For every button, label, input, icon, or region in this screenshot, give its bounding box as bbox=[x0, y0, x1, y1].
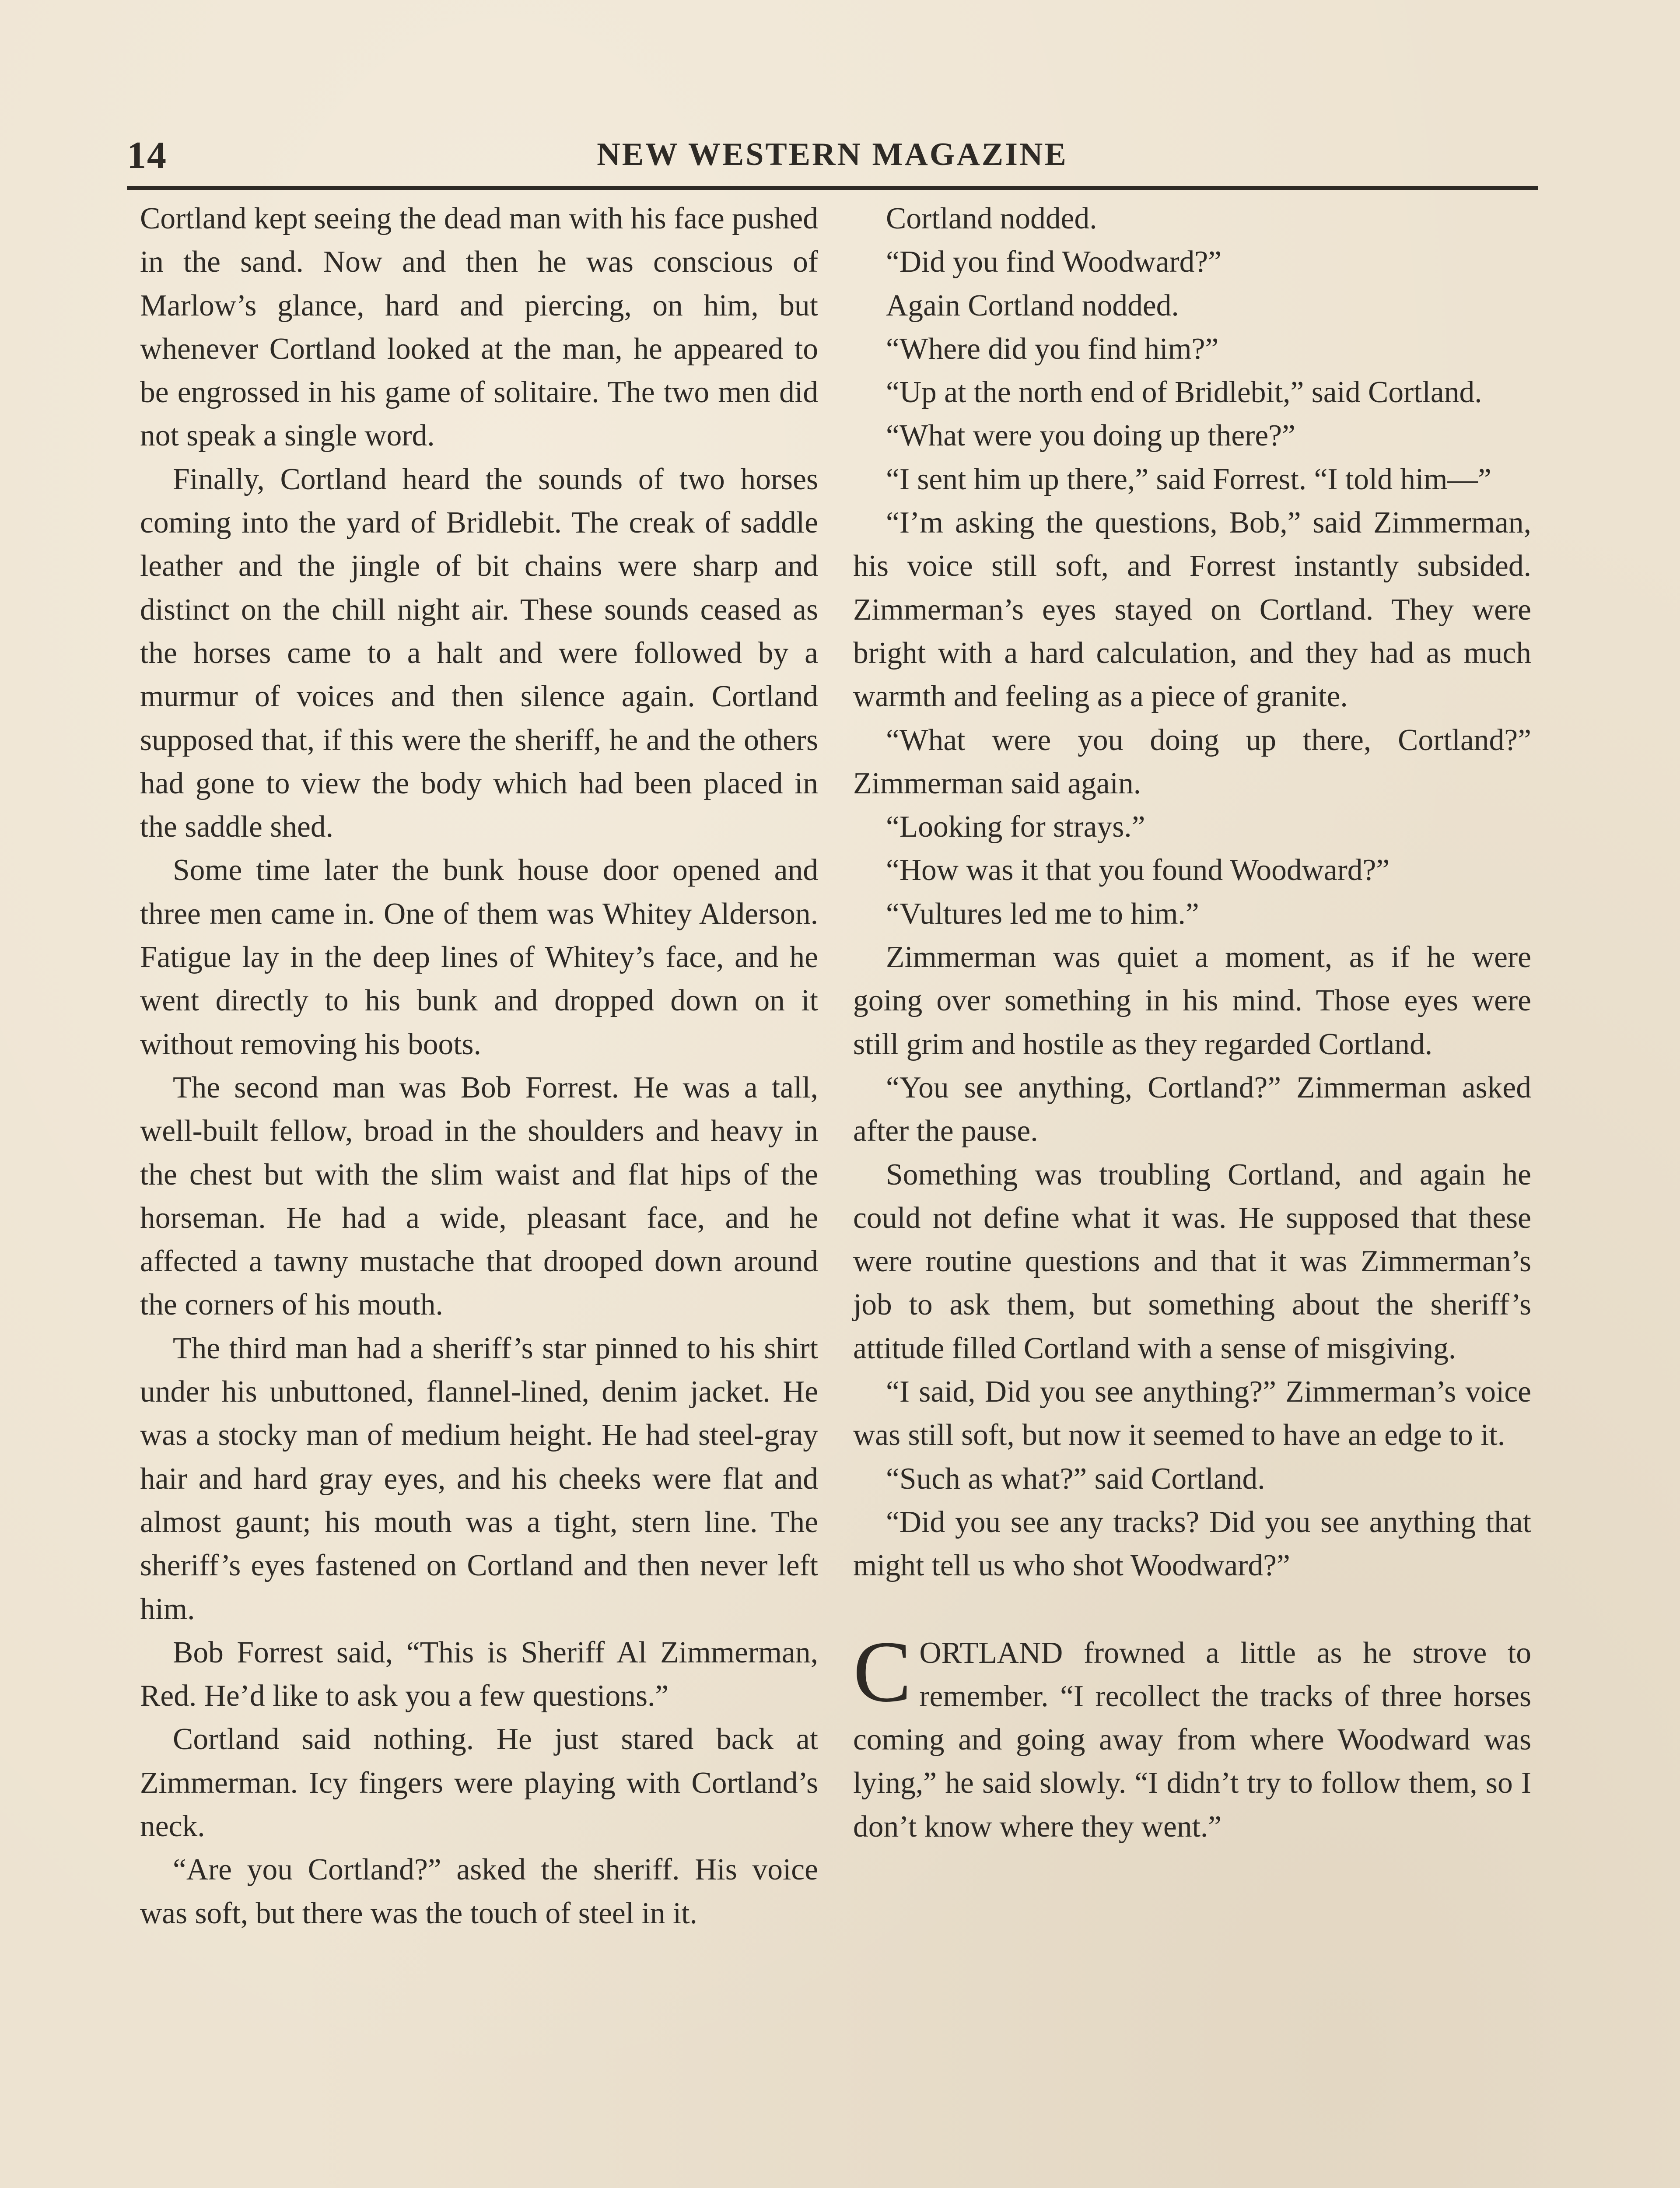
paragraph: “Where did you find him?” bbox=[886, 332, 1219, 366]
paragraph: “Did you find Woodward?” bbox=[886, 245, 1222, 279]
paragraph: Cortland nodded. bbox=[886, 202, 1097, 235]
paragraph: “How was it that you found Woodward?” bbox=[886, 853, 1390, 887]
drop-cap-text: frowned a little as he strove to remember. “I recollect the tracks of three horses coming and going away from where Woodward was lying,” he said slowly. “I didn’t try to follow them, so I don’t know where they went.” bbox=[853, 1636, 1531, 1844]
magazine-title: NEW WESTERN MAGAZINE bbox=[597, 137, 1068, 172]
paragraph: Something was troubling Cortland, and again he could not define what it was. He supposed that these were routine questions and that it was Zimmerman’s job to ask them, but something about the sheriff’s attitude filled Cortland with a sense of misgiving. bbox=[853, 1157, 1531, 1365]
paragraph: The third man had a sheriff’s star pinned to his shirt under his unbuttoned, flannel-lined, denim jacket. He was a stocky man of medium height. He had steel-gray hair and hard gray eyes, and his cheeks were flat and almost gaunt; his mouth was a tight, stern line. The sheriff’s eyes fastened on Cortland and then never left him. bbox=[140, 1331, 818, 1626]
right-column bbox=[853, 197, 1531, 1848]
paragraph: The second man was Bob Forrest. He was a tall, well-built fellow, broad in the shoulders and heavy in the chest but with the slim waist and flat hips of the horseman. He had a wide, pleasant face, and he affected a tawny mustache that drooped down around the corners of his mouth. bbox=[140, 1070, 818, 1322]
paragraph: Cortland said nothing. He just stared back at Zimmerman. Icy fingers were playing with Cortland’s neck. bbox=[140, 1722, 818, 1843]
paragraph: “Up at the north end of Bridlebit,” said Cortland. bbox=[886, 375, 1482, 410]
paragraph: “I sent him up there,” said Forrest. “I told him—” bbox=[886, 462, 1491, 496]
paragraph: “Are you Cortland?” asked the sheriff. His voice was soft, but there was the touch of steel in it. bbox=[140, 1853, 818, 1930]
paragraph: Cortland kept seeing the dead man with his face pushed in the sand. Now and then he was conscious of Marlow’s glance, hard and piercing, on him, but whenever Cortland looked at the man, he appeared to be engrossed in his game of solitaire. The two men did not speak a single word. bbox=[140, 202, 818, 453]
page-header bbox=[127, 133, 1538, 182]
paragraph: “I’m asking the questions, Bob,” said Zimmerman, his voice still soft, and Forrest instantly subsided. Zimmerman’s eyes stayed on Cortland. They were bright with a hard calculation, and they had as much warmth and feeling as a piece of granite. bbox=[853, 506, 1531, 714]
drop-cap-lead: ORTLAND bbox=[919, 1636, 1063, 1670]
header-rule bbox=[127, 186, 1538, 190]
paragraph: “What were you doing up there?” bbox=[886, 419, 1295, 453]
page-number: 14 bbox=[127, 134, 167, 177]
drop-cap-initial: C bbox=[853, 1623, 912, 1720]
paragraph: Some time later the bunk house door opened and three men came in. One of them was Whitey Alderson. Fatigue lay in the deep lines of Whitey’s face, and he went directly to his bunk and dropped down on it without removing his boots. bbox=[140, 853, 818, 1061]
paragraph: “I said, Did you see anything?” Zimmerman’s voice was still soft, but now it seemed to have an edge to it. bbox=[853, 1375, 1531, 1452]
paragraph: “You see anything, Cortland?” Zimmerman asked after the pause. bbox=[853, 1070, 1531, 1148]
paragraph: “Such as what?” said Cortland. bbox=[886, 1462, 1265, 1496]
paragraph: Again Cortland nodded. bbox=[886, 288, 1179, 323]
drop-cap-paragraph bbox=[853, 1623, 1531, 1848]
paragraph: “Vultures led me to him.” bbox=[886, 897, 1199, 931]
paragraph: “What were you doing up there, Cortland?” Zimmerman said again. bbox=[853, 723, 1531, 800]
paragraph: “Did you see any tracks? Did you see anything that might tell us who shot Woodward?” bbox=[853, 1505, 1531, 1583]
paragraph: Zimmerman was quiet a moment, as if he were going over something in his mind. Those eyes were still grim and hostile as they regarded Cortland. bbox=[853, 940, 1531, 1061]
paragraph: Finally, Cortland heard the sounds of two horses coming into the yard of Bridlebit. The creak of saddle leather and the jingle of bit chains were sharp and distinct on the chill night air. These sounds ceased as the horses came to a halt and were followed by a murmur of voices and then silence again. Cortland supposed that, if this were the sheriff, he and the others had gone to view the body which had been placed in the saddle shed. bbox=[140, 462, 818, 844]
paragraph: “Looking for strays.” bbox=[886, 810, 1145, 844]
paragraph: Bob Forrest said, “This is Sheriff Al Zimmerman, Red. He’d like to ask you a few questions.” bbox=[140, 1635, 818, 1713]
left-column bbox=[140, 197, 818, 1935]
